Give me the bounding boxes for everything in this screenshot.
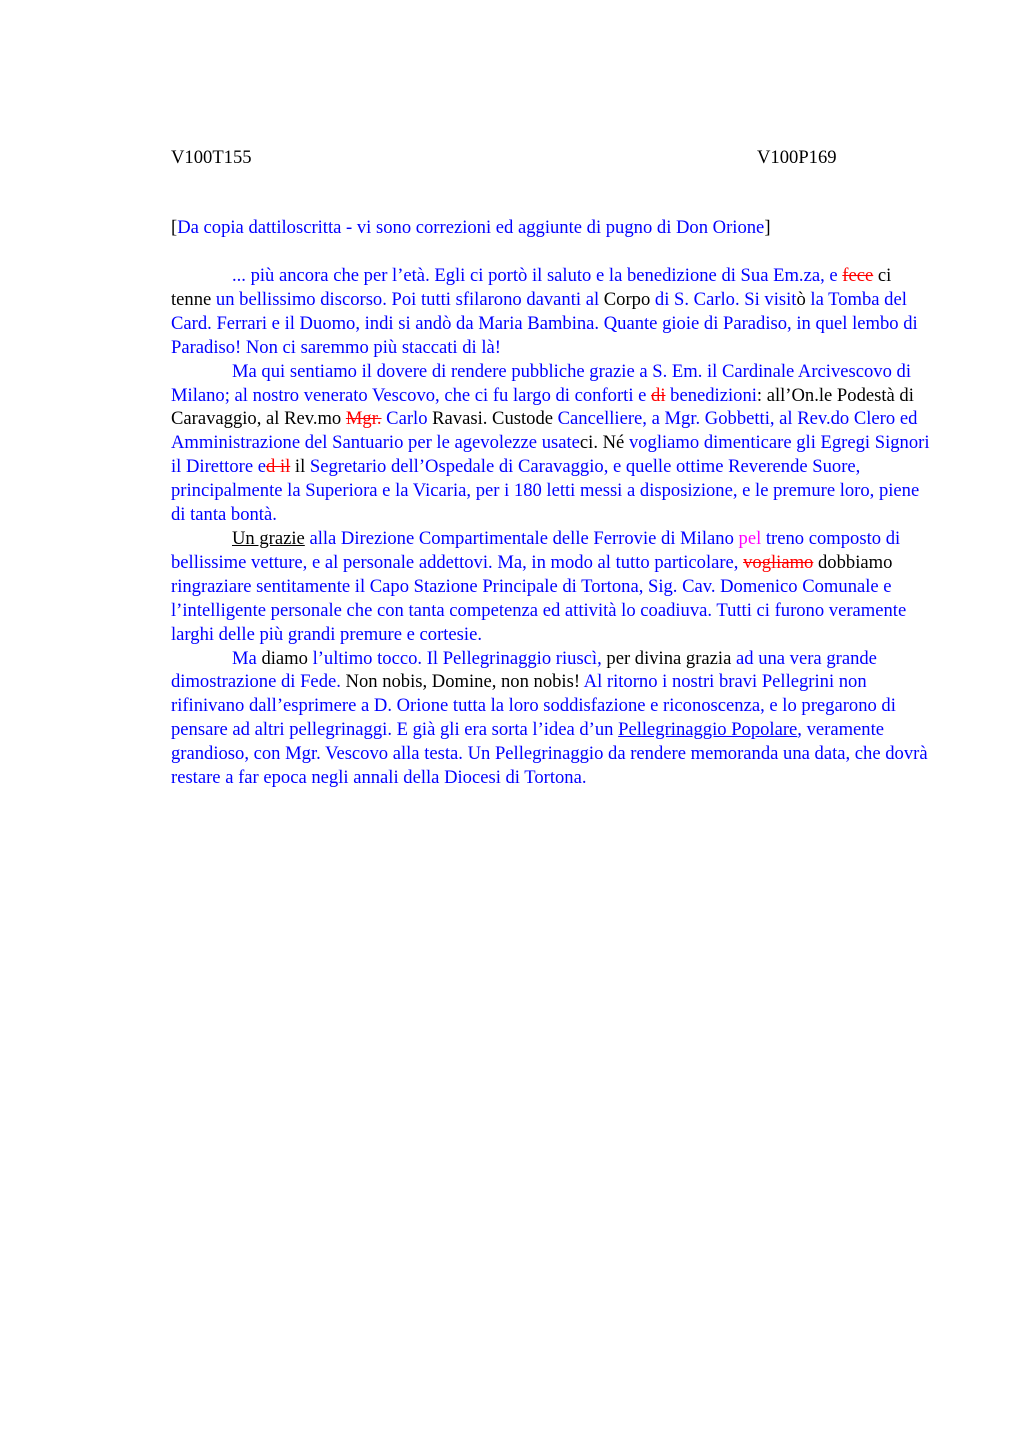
deleted-text: Mgr. — [345, 408, 382, 430]
original-text: l’ultimo tocco. Il Pellegrinaggio riuscì, — [307, 647, 607, 669]
handwritten-addition: Ravasi. Custode — [432, 408, 553, 430]
original-text: Al ritorno i nostri bravi Pellegrini non rifinivano dall’esprimere a D. Orione tutta la loro soddisfazione e riconoscenza, e lo pregarono di pensare ad altri pellegrinaggi. E già gli era sorta l’idea d’un — [171, 671, 896, 741]
underlined-text: Pellegrinaggio Popolare — [618, 719, 798, 741]
handwritten-addition: per divina grazia — [606, 647, 732, 669]
header-codes — [171, 144, 931, 172]
deleted-text: d il — [266, 456, 291, 478]
handwritten-addition: : all’On.le Podestà di Caravaggio, al Rev.mo — [171, 384, 914, 430]
note-close-bracket: ] — [764, 217, 771, 238]
paragraph-2 — [171, 360, 931, 527]
handwritten-addition: il — [290, 456, 306, 478]
document-page — [171, 144, 931, 790]
document-code-right: V100P169 — [757, 147, 837, 168]
handwritten-addition: Corpo — [603, 288, 651, 310]
original-text: di S. Carlo. Si visit — [650, 288, 797, 310]
handwritten-addition: Non nobis, Domine, non nobis! — [345, 671, 581, 693]
original-text: , veramente grandioso, con Mgr. Vescovo alla testa. Un Pellegrinaggio da rendere memoranda una data, che dovrà restare a far epoca negli annali della Diocesi di Tortona. — [171, 719, 928, 789]
original-text: Carlo — [381, 408, 433, 430]
original-text: la Tomba del Card. Ferrari e il Duomo, indi si andò da Maria Bambina. Quante gioie di Paradiso, in quel lembo di Paradiso! Non ci saremmo più staccati di là! — [171, 288, 918, 358]
body-text — [171, 264, 931, 790]
deleted-text: di — [651, 384, 666, 406]
handwritten-addition: ci tenne — [171, 265, 892, 310]
deleted-text: fece — [842, 265, 874, 286]
original-text: Cancelliere, a Mgr. Gobbetti, al Rev.do Clero ed Amministrazione del Santuario per le agevolezze usate — [171, 408, 918, 454]
original-text: Ma — [232, 647, 262, 669]
underlined-addition: Un grazie — [232, 527, 305, 549]
original-text: benedizioni — [665, 384, 757, 406]
paragraph-3 — [171, 527, 931, 647]
note-text: Da copia dattiloscritta - vi sono correzioni ed aggiunte di pugno di Don Orione — [177, 217, 765, 238]
original-text: un bellissimo discorso. Poi tutti sfilarono davanti al — [215, 288, 604, 310]
original-text: Segretario dell’Ospedale di Caravaggio, e quelle ottime Reverende Suore, principalmente la Superiora e la Vicaria, per i 180 letti messi a disposizione, e le premure loro, piene di tanta bontà. — [171, 456, 920, 526]
original-text: ... più ancora che per l’età. Egli ci portò il saluto e la benedizione di Sua Em.za, e — [232, 265, 843, 286]
editorial-note — [171, 216, 931, 240]
document-code-left: V100T155 — [171, 147, 252, 168]
handwritten-addition: dobbiamo — [813, 551, 893, 573]
original-text: ringraziare sentitamente il Capo Stazione Principale di Tortona, Sig. Cav. Domenico Comunale e l’intelligente personale che con tanta competenza ed attività lo coadiuva. Tutti ci furono veramente larghi delle più grandi premure e cortesie. — [171, 575, 907, 645]
handwritten-addition: diamo — [261, 647, 308, 669]
original-text: treno composto di bellissime vetture, e al personale addettovi. Ma, in modo al tutto particolare, — [171, 527, 901, 573]
inserted-word: pel — [738, 527, 762, 549]
original-text: vogliamo dimenticare gli Egregi Signori il Direttore e — [171, 432, 930, 478]
original-text: ad una vera grande dimostrazione di Fede. — [171, 647, 877, 693]
paragraph-1 — [171, 264, 931, 360]
paragraph-4 — [171, 647, 931, 790]
original-text: Ma qui sentiamo il dovere di rendere pubbliche grazie a S. Em. il Cardinale Arcivescovo di Milano; al nostro venerato Vescovo, che ci fu largo di conforti e — [171, 360, 911, 406]
deleted-text: vogliamo — [743, 551, 814, 573]
note-open-bracket: [ — [171, 217, 178, 238]
handwritten-addition: ci. Né — [579, 432, 625, 454]
original-text: alla Direzione Compartimentale delle Ferrovie di Milano — [304, 527, 739, 549]
handwritten-addition: ò — [796, 288, 806, 310]
